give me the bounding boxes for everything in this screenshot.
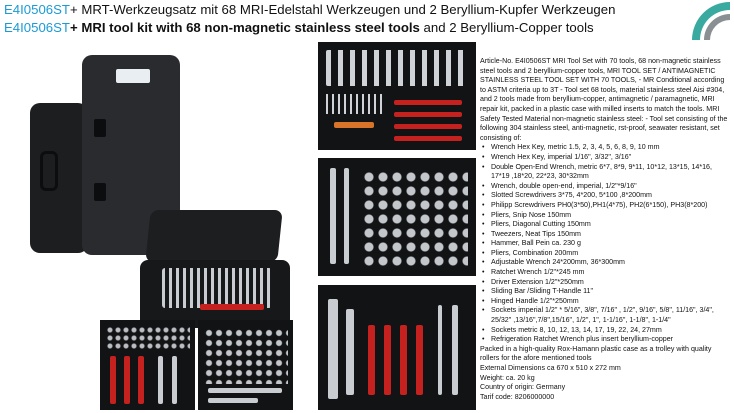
- screwdriver-4: [394, 136, 462, 141]
- tray-plier-2: [124, 356, 130, 404]
- list-item: • Philipp Screwdrivers PH0(3*50),PH1(4*75), PH2(6*150), PH3(8*200): [480, 201, 732, 211]
- list-item: • Double Open-End Wrench, metric 6*7, 8*9, 9*11, 10*12, 13*15, 14*16, 17*19 ,18*20, 22*23, 30*32mm: [480, 163, 732, 182]
- description-origin: Country of origin: Germany: [480, 383, 566, 392]
- photo-tray-socket-set: [318, 158, 476, 276]
- screwdriver-3: [394, 124, 462, 129]
- sku-link-english[interactable]: E4I0506ST: [4, 20, 70, 35]
- case-body-front: [30, 103, 88, 253]
- title-english-text: and 2 Beryllium-Copper tools: [419, 20, 594, 35]
- tray2-ratchet: [208, 388, 282, 393]
- adjustable-wrench-1: [328, 299, 338, 399]
- sku-link-german[interactable]: E4I0506ST: [4, 2, 70, 17]
- description-packaging: Packed in a high-quality Rox-Hamann plastic case as a trolley with quality rollers for the afore mentioned tools: [480, 344, 712, 363]
- list-item: • Tweezers, Neat Tips 150mm: [480, 230, 732, 240]
- case-tools-row: [162, 268, 272, 308]
- extension-bar: [344, 168, 349, 264]
- list-item: • Wrench Hex Key, metric 1.5, 2, 3, 4, 5, 6, 8, 9, 10 mm: [480, 143, 732, 153]
- list-item: • Sockets metric 8, 10, 12, 13, 14, 17, 19, 22, 24, 27mm: [480, 326, 732, 336]
- photo-tray-pliers: [100, 320, 195, 410]
- tray2-handle: [208, 398, 258, 403]
- photo-tray-sockets: [198, 320, 293, 410]
- list-item: • Pliers, Diagonal Cutting 150mm: [480, 220, 732, 230]
- list-item: • Hammer, Ball Pein ca. 230 g: [480, 239, 732, 249]
- list-item: • Refrigeration Ratchet Wrench plus insert beryllium-copper: [480, 335, 732, 345]
- hammer: [334, 122, 374, 128]
- tool-list: [480, 143, 732, 344]
- photo-case-open: [140, 210, 290, 328]
- case-label: [116, 69, 150, 83]
- case-tools-red: [200, 304, 264, 310]
- list-item: • Ratchet Wrench 1/2"*245 mm: [480, 268, 732, 278]
- case-latch-2: [94, 183, 106, 201]
- title-german-text: + MRT-Werkzeugsatz mit 68 MRI-Edelstahl Werkzeugen und 2 Beryllium-Kupfer Werkzeugen: [69, 2, 616, 17]
- list-item: • Wrench, double open-end, imperial, 1/2"*9/16": [480, 182, 732, 192]
- case-lid: [145, 210, 282, 262]
- product-description: [480, 57, 732, 402]
- screwdriver-1: [394, 100, 462, 105]
- brand-logo: [690, 0, 732, 42]
- tray-sockets: [106, 326, 190, 350]
- title-english-bold: + MRI tool kit with 68 non-magnetic stainless steel tools: [69, 20, 420, 35]
- description-tariff: Tarif code: 8206000000: [480, 392, 555, 401]
- tray2-sockets: [204, 328, 288, 384]
- list-item: • Pliers, Snip Nose 150mm: [480, 211, 732, 221]
- plier-red-1: [368, 325, 375, 395]
- list-item: • Adjustable Wrench 24*200mm, 36*300mm: [480, 258, 732, 268]
- photo-tray-wrenches: [318, 42, 476, 150]
- hinged-handle: [452, 305, 458, 395]
- plier-red-3: [400, 325, 407, 395]
- wrenches-row: [326, 50, 468, 86]
- plier-red-4: [416, 325, 423, 395]
- description-dimensions: External Dimensions ca 670 x 510 x 272 mm: [480, 364, 621, 372]
- ratchet-handle: [330, 168, 336, 264]
- tray-plier-3: [138, 356, 144, 404]
- list-item: • Hinged Handle 1/2"*250mm: [480, 297, 732, 307]
- screwdriver-2: [394, 112, 462, 117]
- plier-red-2: [384, 325, 391, 395]
- case-latch-1: [94, 119, 106, 137]
- description-weight: Weight: ca. 20 kg: [480, 373, 535, 382]
- list-item: • Wrench Hex Key, imperial 1/16", 3/32", 3/16": [480, 153, 732, 163]
- tweezers: [438, 305, 442, 395]
- list-item: • Sliding Bar /Sliding T-Handle 11": [480, 287, 732, 297]
- tray-wrench-2: [172, 356, 177, 404]
- adjustable-wrench-2: [346, 309, 354, 395]
- list-item: • Slotted Screwdrivers 3*75, 4*200, 5*100 ,8*200mm: [480, 191, 732, 201]
- title-german: [4, 2, 615, 18]
- list-item: • Driver Extension 1/2"*250mm: [480, 278, 732, 288]
- hex-keys: [326, 94, 386, 114]
- description-intro: Article-No. E4I0506ST MRI Tool Set with 70 tools, 68 non-magnetic stainless steel tools and 2 beryllium-copper tools, MRI TOOL SET / ANTIMAGNETIC STAINLESS STEEL TOOL SET WITH 70 TOOLS, - MR Conditional according to ASTM criteria up to 3T - Tool set 68 tools, material stainless steel Aisi #304, and 2 tools made from beryllium-copper, antimagnetic / paramagnetic, MRI repair kit, packed in a plastic case with milled inserts to match the tools. MRI Safety Tested Material non-magnetic stainless steel: - Tool set consisting of the following 304 stainless steel, anti-magnetic, rst-proof, seawater resistant, set consisting of:: [480, 57, 728, 142]
- list-item: • Pliers, Combination 200mm: [480, 249, 732, 259]
- photo-tray-pliers-large: [318, 285, 476, 410]
- list-item: • Sockets imperial 1/2" * 5/16", 3/8", 7/16" , 1/2", 9/16", 5/8", 11/16", 3/4", 25/32" ,13/16",7/8",15/16", 1/2", 1", 1-1/16", 1-1/8", 1-1/4": [480, 306, 732, 325]
- tray-wrench: [158, 356, 163, 404]
- tray-plier-1: [110, 356, 116, 404]
- sockets-grid: [362, 170, 468, 266]
- title-english: [4, 20, 594, 36]
- case-handle: [40, 151, 58, 191]
